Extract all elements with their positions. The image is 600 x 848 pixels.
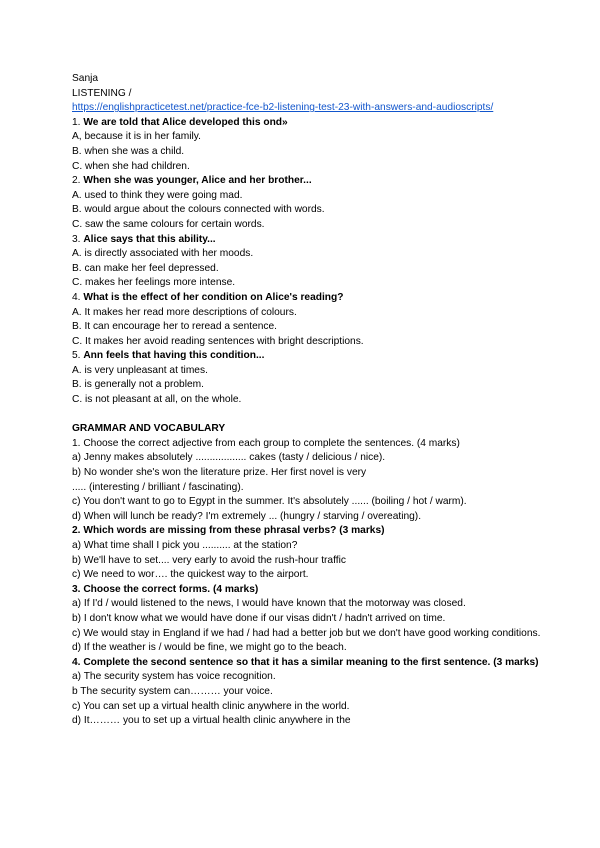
grammar-title: GRAMMAR AND VOCABULARY [72,423,226,435]
listening-question [72,291,542,306]
grammar-q3-lines [72,597,542,655]
question-text: What is the effect of her condition on Alice's reading? [83,291,344,303]
question-text: We are told that Alice developed this ond» [83,116,288,128]
answer-option: C. saw the same colours for certain words. [72,218,265,230]
grammar-item-line: c) You can set up a virtual health clinic anywhere in the world. [72,700,350,712]
grammar-item-line: a) If I'd / would listened to the news, I would have known that the motorway was closed. [72,598,466,610]
source-link[interactable]: https://englishpracticetest.net/practice-fce-b2-listening-test-23-with-answers-and-audioscripts/ [72,102,494,114]
answer-option: C. makes her feelings more intense. [72,277,236,289]
grammar-q3-prompt: 3. Choose the correct forms. (4 marks) [72,583,259,595]
grammar-item-line: a) What time shall I pick you .......... at the station? [72,540,298,551]
listening-question [72,174,542,189]
answer-option: A. is very unpleasant at times. [72,364,208,376]
answer-option: A, because it is in her family. [72,131,201,143]
question-number: 4. [72,291,84,303]
grammar-item-line: c) You don't want to go to Egypt in the summer. It's absolutely ...... (boiling / hot / warm). [72,496,467,508]
question-number: 2. [72,175,84,187]
grammar-item-line: d) If the weather is / would be fine, we might go to the beach. [72,642,347,654]
question-number: 3. [72,233,84,245]
answer-option: C. It makes her avoid reading sentences with bright descriptions. [72,335,364,347]
answer-option: B. is generally not a problem. [72,379,204,391]
grammar-item-line: ..... (interesting / brilliant / fascinating). [72,481,244,493]
answer-option: C. when she had children. [72,160,190,172]
section-label: LISTENING / [72,87,132,99]
grammar-item-line: d) When will lunch be ready? I'm extremely ... (hungry / starving / overeating). [72,510,422,522]
grammar-item-line: b) I don't know what we would have done if our visas didn't / hadn't arrived on time. [72,612,446,624]
answer-option: B. It can encourage her to reread a sentence. [72,321,278,333]
answer-option: A. used to think they were going mad. [72,189,243,201]
answer-option: B. can make her feel depressed. [72,262,219,274]
grammar-item-line: c) We would stay in England if we had / had had a better job but we don't have good working conditions. [72,627,541,639]
question-number: 5. [72,350,84,362]
grammar-q1-lines [72,451,542,524]
document-body [72,72,542,729]
grammar-q1-prompt: 1. Choose the correct adjective from each group to complete the sentences. (4 marks) [72,437,460,449]
answer-option: A. It makes her read more descriptions of colours. [72,306,297,318]
grammar-item-line: b) We'll have to set.... very early to avoid the rush-hour traffic [72,554,346,566]
author-name: Sanja [72,73,99,84]
answer-option: C. is not pleasant at all, on the whole. [72,394,242,406]
grammar-q4-prompt: 4. Complete the second sentence so that it has a similar meaning to the first sentence. (3 marks) [72,656,539,668]
listening-question [72,116,542,131]
grammar-item-line: d) It……… you to set up a virtual health clinic anywhere in the [72,715,351,727]
answer-option: A. is directly associated with her moods. [72,248,254,260]
question-text: When she was younger, Alice and her brother... [83,175,312,187]
answer-option: B. when she was a child. [72,145,185,157]
grammar-item-line: a) Jenny makes absolutely .................. cakes (tasty / delicious / nice). [72,452,386,464]
question-text: Alice says that this ability... [83,233,216,245]
listening-question [72,349,542,364]
question-number: 1. [72,116,84,128]
grammar-item-line: a) The security system has voice recognition. [72,671,276,683]
grammar-item-line: b The security system can……… your voice. [72,685,273,697]
grammar-item-line: b) No wonder she's won the literature prize. Her first novel is very [72,467,367,479]
grammar-item-line: c) We need to wor…. the quickest way to the airport. [72,569,309,581]
question-text: Ann feels that having this condition... [83,350,265,362]
listening-question [72,233,542,248]
grammar-q2-prompt: 2. Which words are missing from these phrasal verbs? (3 marks) [72,525,385,537]
grammar-q2-lines [72,539,542,583]
answer-option: B. would argue about the colours connected with words. [72,204,325,216]
listening-questions [72,116,542,408]
grammar-q4-lines [72,670,542,728]
